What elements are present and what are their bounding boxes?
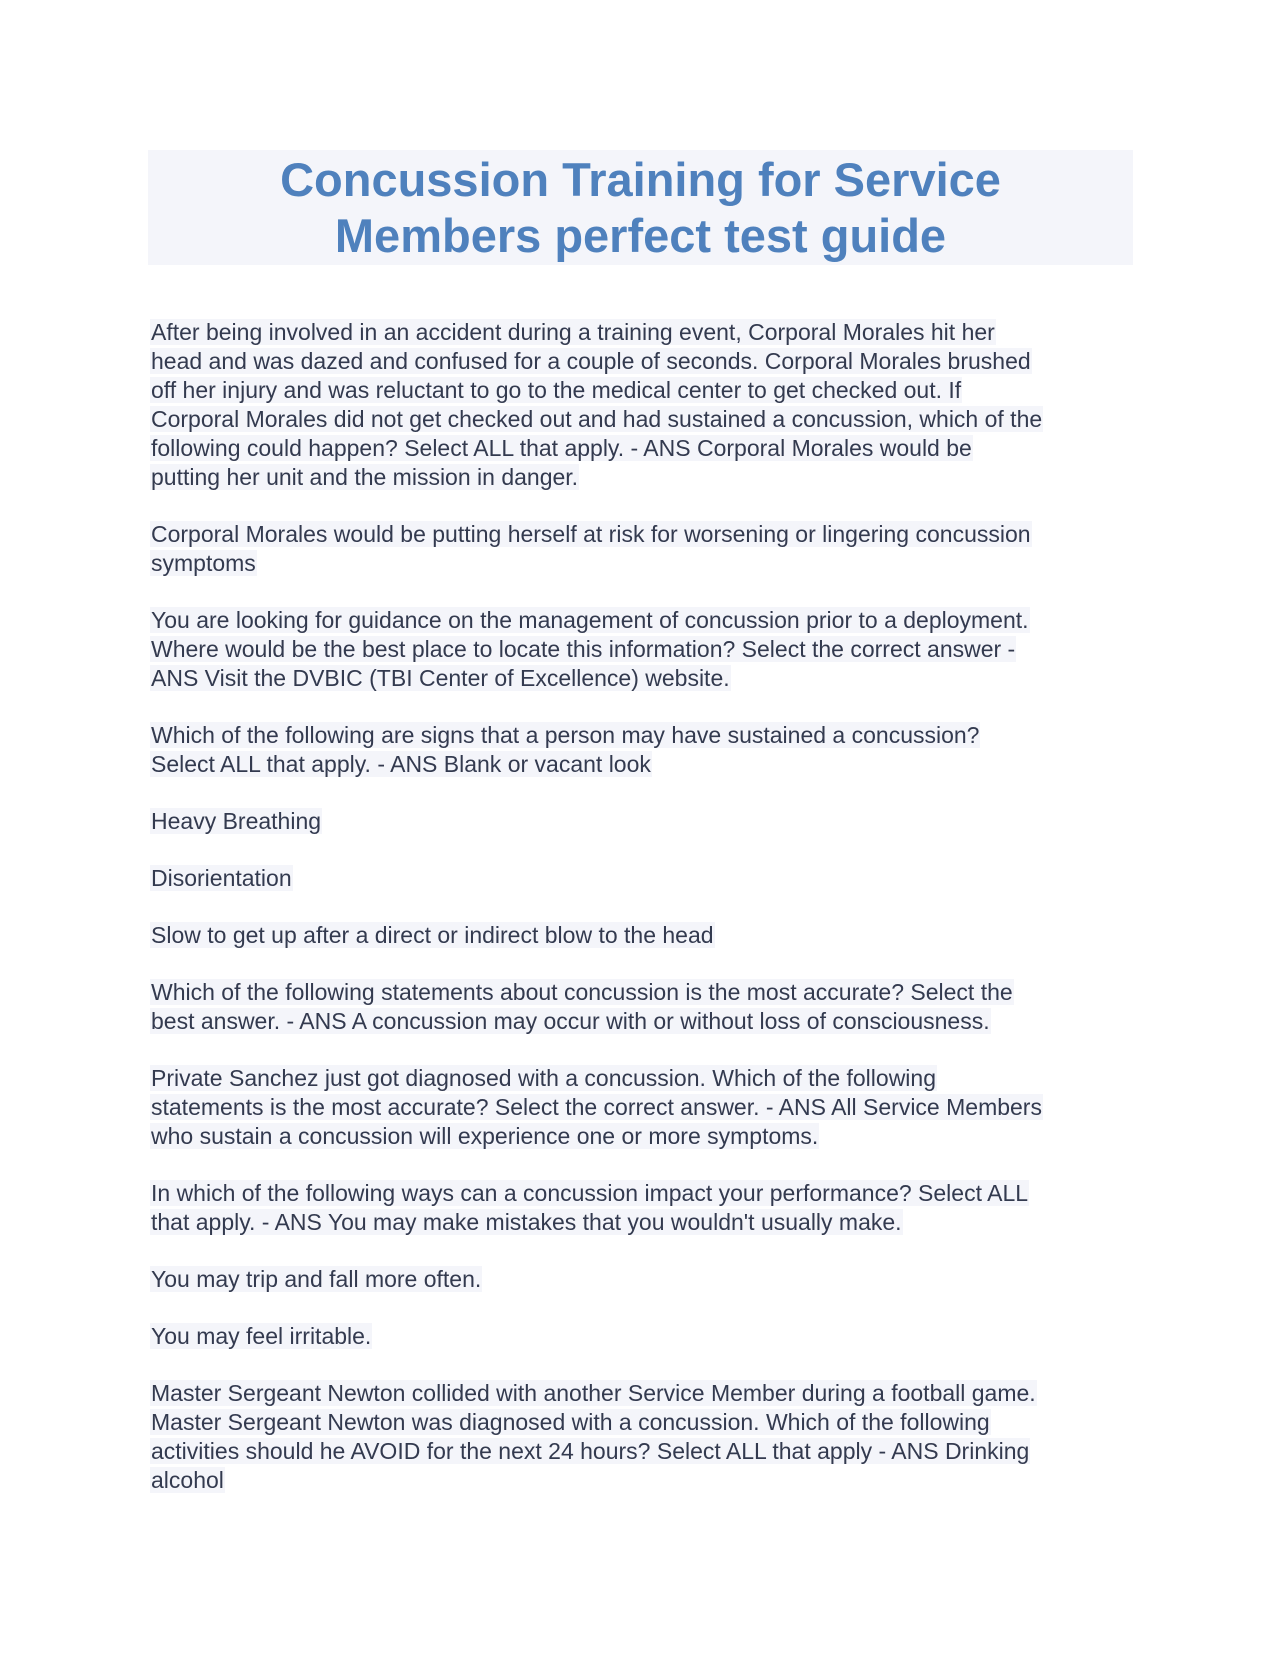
text-line [150,721,1140,750]
text-line [150,318,1140,347]
paragraph [150,1064,1140,1151]
text-line-content: who sustain a concussion will experience one or more symptoms. [151,1123,819,1149]
text-line-content: putting her unit and the mission in danger. [151,464,579,490]
paragraph [150,978,1140,1036]
text-line-content: Which of the following statements about concussion is the most accurate? Select the [151,979,1013,1005]
paragraph [150,606,1140,693]
title-line-2: Members perfect test guide [334,208,947,262]
text-line-content: best answer. - ANS A concussion may occur with or without loss of consciousness. [151,1008,990,1034]
text-line-content: following could happen? Select ALL that apply. - ANS Corporal Morales would be [151,435,972,461]
page-title [148,150,1133,265]
text-line [150,807,1140,836]
paragraph [150,721,1140,779]
text-line [150,549,1140,578]
text-line [150,1466,1140,1495]
text-line [150,1064,1140,1093]
text-line [150,1322,1140,1351]
text-line-content: Where would be the best place to locate this information? Select the correct answer - [151,636,1016,662]
text-line-content: Slow to get up after a direct or indirect blow to the head [151,922,714,948]
text-line [150,520,1140,549]
text-line-content: Private Sanchez just got diagnosed with a concussion. Which of the following [151,1065,936,1091]
text-line [150,921,1140,950]
text-line [150,978,1140,1007]
paragraph [150,1265,1140,1294]
text-line [150,1437,1140,1466]
text-line [150,606,1140,635]
title-line-1: Concussion Training for Service [280,152,1001,206]
text-line [150,405,1140,434]
text-line-content: Which of the following are signs that a person may have sustained a concussion? [151,722,980,748]
text-line-content: Heavy Breathing [151,808,322,834]
text-line-content: alcohol [151,1467,224,1493]
text-line [150,1208,1140,1237]
paragraph [150,864,1140,893]
text-line-content: activities should he AVOID for the next 24 hours? Select ALL that apply - ANS Drinking [151,1438,1030,1464]
text-line-content: ANS Visit the DVBIC (TBI Center of Excellence) website. [151,665,730,691]
text-line-content: off her injury and was reluctant to go to the medical center to get checked out. If [151,377,962,403]
text-line-content: that apply. - ANS You may make mistakes that you wouldn't usually make. [151,1209,902,1235]
paragraph [150,520,1140,578]
text-line [150,376,1140,405]
paragraph [150,1379,1140,1495]
text-line-content: Corporal Morales would be putting herself at risk for worsening or lingering concussion [151,521,1031,547]
text-line-content: Master Sergeant Newton collided with another Service Member during a football game. [151,1380,1036,1406]
text-line [150,1093,1140,1122]
text-line-content: symptoms [151,550,256,576]
text-line-content: You are looking for guidance on the management of concussion prior to a deployment. [151,607,1029,633]
text-line-content: You may feel irritable. [151,1323,372,1349]
text-line [150,1408,1140,1437]
text-line-content: Select ALL that apply. - ANS Blank or vacant look [151,751,651,777]
text-line-content: head and was dazed and confused for a couple of seconds. Corporal Morales brushed [151,348,1031,374]
text-line [150,1007,1140,1036]
document-body [150,318,1140,1523]
text-line [150,347,1140,376]
text-line [150,434,1140,463]
paragraph [150,807,1140,836]
text-line [150,463,1140,492]
text-line [150,1122,1140,1151]
text-line-content: Disorientation [151,865,292,891]
text-line [150,664,1140,693]
paragraph [150,1322,1140,1351]
paragraph [150,921,1140,950]
text-line [150,864,1140,893]
paragraph [150,318,1140,492]
text-line [150,1179,1140,1208]
text-line [150,1379,1140,1408]
text-line [150,750,1140,779]
text-line-content: Corporal Morales did not get checked out and had sustained a concussion, which of the [151,406,1043,432]
text-line-content: Master Sergeant Newton was diagnosed with a concussion. Which of the following [151,1409,990,1435]
text-line-content: You may trip and fall more often. [151,1266,482,1292]
text-line-content: In which of the following ways can a concussion impact your performance? Select ALL [151,1180,1029,1206]
text-line-content: statements is the most accurate? Select the correct answer. - ANS All Service Members [151,1094,1042,1120]
text-line-content: After being involved in an accident during a training event, Corporal Morales hit her [151,319,995,345]
text-line [150,1265,1140,1294]
paragraph [150,1179,1140,1237]
text-line [150,635,1140,664]
